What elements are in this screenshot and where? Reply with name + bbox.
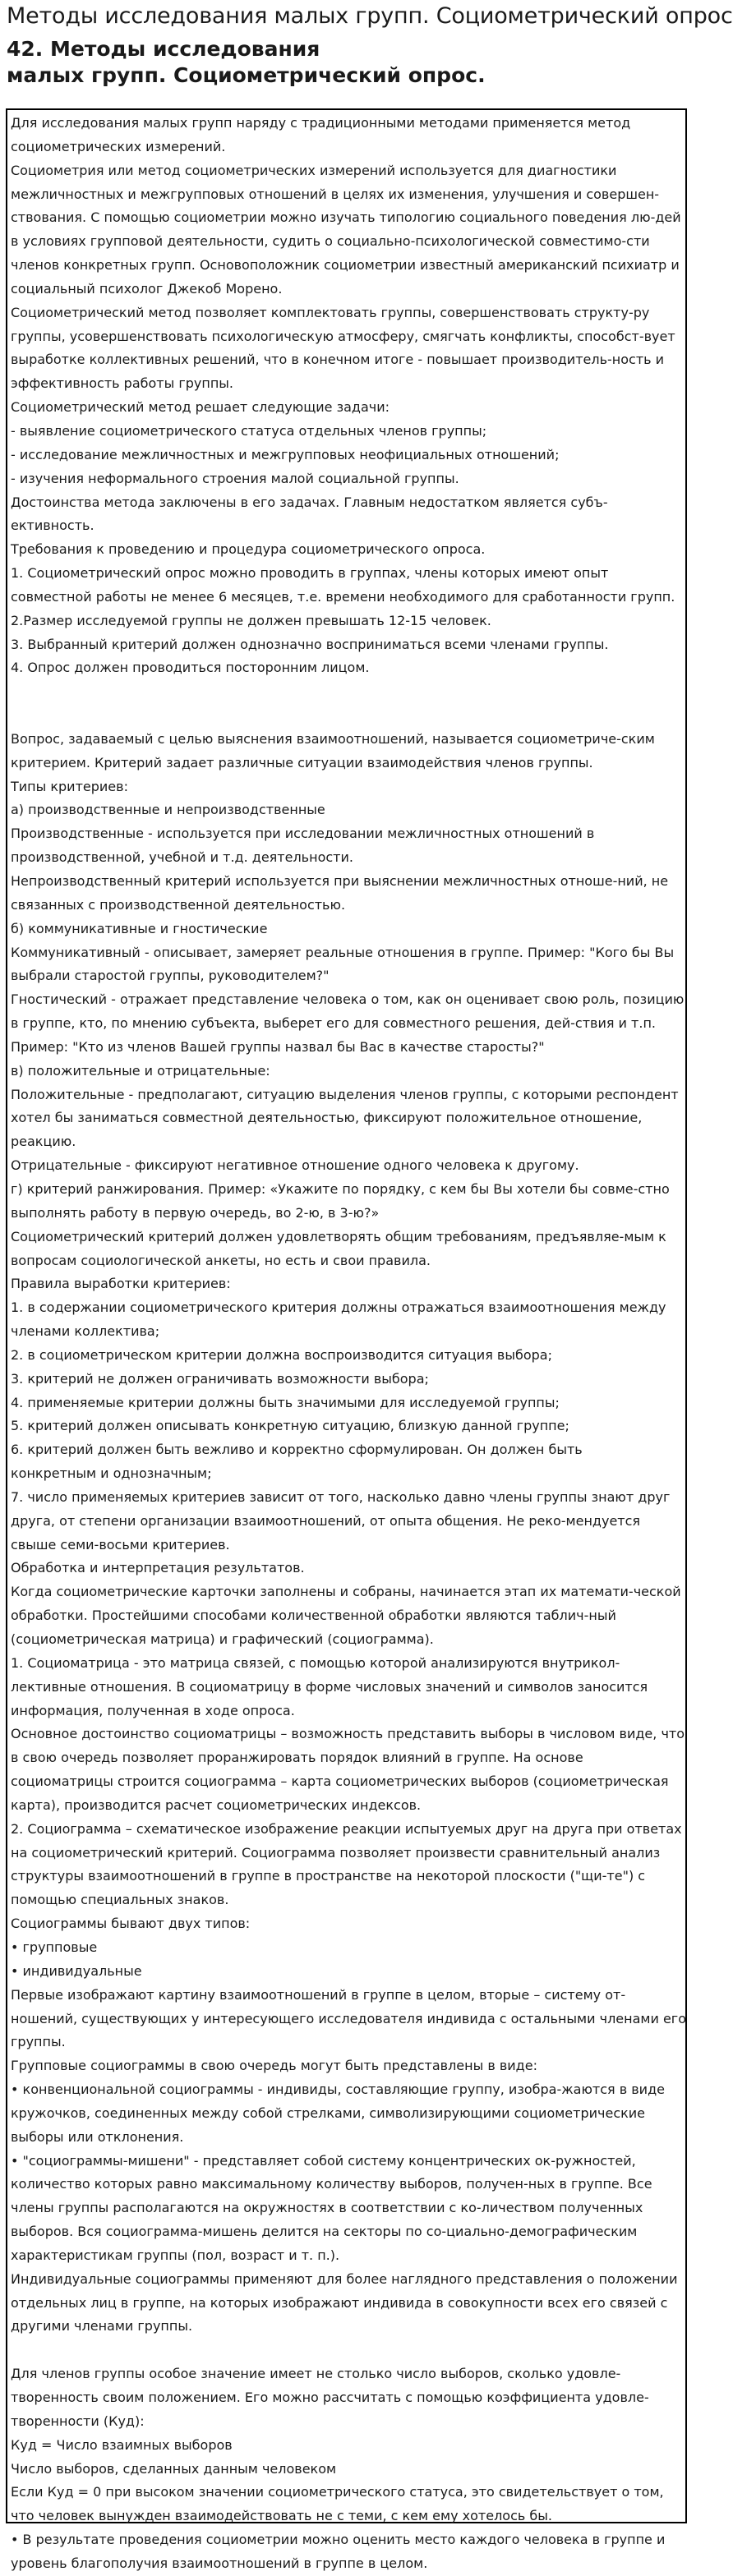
text-line: Пример: "Кто из членов Вашей группы назвал бы Вас в качестве старосты?": [11, 1038, 545, 1055]
text-line: Социометрический метод решает следующие задачи:: [11, 399, 390, 416]
document-title: Методы исследования малых групп. Социометрический опрос: [7, 3, 733, 29]
text-line: количество которых равно максимальному количеству выборов, получен-ных в группе. Все: [11, 2176, 652, 2192]
text-line: - выявление социометрического статуса отдельных членов группы;: [11, 422, 487, 439]
text-line: • "социограммы-мишени" - представляет собой систему концентрических ок-ружностей,: [11, 2152, 636, 2169]
text-line: кружочков, соединенных между собой стрелками, символизирующими социометрические: [11, 2104, 646, 2121]
text-line: информация, полученная в ходе опроса.: [11, 1702, 295, 1718]
text-line: производственной, учебной и т.д. деятельности.: [11, 849, 353, 866]
text-line: в) положительные и отрицательные:: [11, 1062, 270, 1079]
text-line: Достоинства метода заключены в его задачах. Главным недостатком является субъ-: [11, 494, 608, 510]
text-line: совместной работы не менее 6 месяцев, т.е. времени необходимого для сработанности групп.: [11, 588, 675, 605]
content-frame: [6, 108, 687, 2571]
text-line: Индивидуальные социограммы применяют для более наглядного представления о положении: [11, 2270, 678, 2287]
text-line: Производственные - используется при исследовании межличностных отношений в: [11, 826, 595, 842]
text-line: - изучения неформального строения малой социальной группы.: [11, 470, 459, 486]
text-line: хотел бы заниматься совместной деятельностью, фиксируют положительное отношение,: [11, 1110, 643, 1126]
text-line: социальный психолог Джекоб Морено.: [11, 280, 283, 297]
text-line: карта), производится расчет социометрических индексов.: [11, 1796, 422, 1813]
text-line: Правила выработки критериев:: [11, 1276, 231, 1292]
text-line: межличностных и межгрупповых отношений в целях их изменения, улучшения и совершен-: [11, 186, 660, 202]
text-line: Непроизводственный критерий используется при выяснении межличностных отноше-ний, не: [11, 873, 669, 889]
text-line: друга, от степени организации взаимоотношений, от опыта общения. Не реко-мендуется: [11, 1512, 641, 1529]
text-line: Основное достоинство социоматрицы – возможность представить выборы в числовом виде, что: [11, 1726, 685, 1742]
text-line: свыше семи-восьми критериев.: [11, 1536, 230, 1552]
text-line: ективность.: [11, 518, 95, 534]
text-line: характеристикам группы (пол, возраст и т. п.).: [11, 2247, 340, 2263]
text-line: ствования. С помощью социометрии можно изучать типологию социального поведения лю-дей: [11, 209, 681, 226]
text-line: уровень благополучия взаимоотношений в группе в целом.: [11, 2555, 428, 2571]
text-line: на социометрический критерий. Социограмма позволяет произвести сравнительный анализ: [11, 1844, 661, 1861]
text-line: Гностический - отражает представление человека о том, как он оценивает свою роль, позицию: [11, 991, 685, 1008]
section-title: [7, 36, 689, 89]
text-line: конкретным и однозначным;: [11, 1465, 212, 1482]
text-line: членами коллектива;: [11, 1323, 160, 1340]
text-line: в условиях групповой деятельности, судить о социально-психологической совместимо-сти: [11, 233, 650, 250]
text-line: • конвенциональной социограммы - индивиды, составляющие группу, изобра-жаются в виде: [11, 2082, 665, 2098]
text-line: 2. Социограмма – схематическое изображение реакции испытуемых друг на друга при ответах: [11, 1820, 682, 1837]
text-line: творенности (Куд):: [11, 2413, 145, 2429]
text-line: связанных с производственной деятельностью.: [11, 896, 346, 913]
text-line: 4. применяемые критерии должны быть значимыми для исследуемой группы;: [11, 1394, 560, 1410]
text-line: [11, 680, 682, 704]
text-line: Социограммы бывают двух типов:: [11, 1916, 251, 1932]
text-line: 1. Социоматрица - это матрица связей, с помощью которой анализируются внутрикол-: [11, 1654, 620, 1671]
text-line: 2. в социометрическом критерии должна воспроизводится ситуация выбора;: [11, 1346, 552, 1363]
text-line: Типы критериев:: [11, 778, 128, 794]
text-line: социоматрицы строится социограмма – карта социометрических выборов (социометрическая: [11, 1773, 669, 1790]
body-text: [7, 110, 685, 2576]
text-line: помощью специальных знаков.: [11, 1892, 229, 1908]
text-line: 2.Размер исследуемой группы не должен превышать 12-15 человек.: [11, 612, 491, 628]
text-line: Социометрический критерий должен удовлетворять общим требованиям, предъявляе-мым к: [11, 1228, 666, 1244]
text-line: Куд = Число взаимных выборов: [11, 2436, 233, 2453]
text-line: Обработка и интерпретация результатов.: [11, 1560, 305, 1576]
text-line: 1. Социометрический опрос можно проводить в группах, члены которых имеют опыт: [11, 565, 609, 582]
text-line: в группе, кто, по мнению субъекта, выберет его для совместного решения, дей-ствия и т.п.: [11, 1015, 656, 1032]
text-line: Для членов группы особое значение имеет не столько число выборов, сколько удовле-: [11, 2366, 621, 2382]
text-line: структуры взаимоотношений в группе в пространстве на некоторой плоскости ("щи-те") с: [11, 1868, 646, 1884]
text-line: • В результате проведения социометрии можно оценить место каждого человека в группе и: [11, 2532, 666, 2548]
text-line: критерием. Критерий задает различные ситуации взаимодействия членов группы.: [11, 754, 593, 770]
text-line: Вопрос, задаваемый с целью выяснения взаимоотношений, называется социометриче-ским: [11, 730, 655, 747]
text-line: Число выборов, сделанных данным человеком: [11, 2460, 337, 2477]
text-line: Коммуникативный - описывает, замеряет реальные отношения в группе. Пример: "Кого бы Вы: [11, 944, 675, 960]
text-line: г) критерий ранжирования. Пример: «Укажите по порядку, с кем бы Вы хотели бы совме-стно: [11, 1180, 670, 1197]
section-title-line-1: 42. Методы исследования: [7, 37, 320, 61]
text-line: отдельных лиц в группе, на которых изображают индивида в совокупности всех его связей с: [11, 2294, 668, 2311]
text-line: Социометрия или метод социометрических измерений используется для диагностики: [11, 162, 617, 178]
text-line: [11, 704, 682, 728]
text-line: обработки. Простейшими способами количественной обработки являются таблич-ный: [11, 1608, 616, 1624]
text-line: 3. критерий не должен ограничивать возможности выбора;: [11, 1370, 429, 1387]
text-line: Социометрический метод позволяет комплектовать группы, совершенствовать структу-ру: [11, 304, 650, 320]
text-line: эффективность работы группы.: [11, 375, 234, 392]
text-line: 6. критерий должен быть вежливо и корректно сформулирован. Он должен быть: [11, 1442, 583, 1458]
text-line: творенность своим положением. Его можно рассчитать с помощью коэффициента удовле-: [11, 2390, 649, 2405]
text-line: [11, 2339, 682, 2362]
text-line: 1. в содержании социометрического критерия должны отражаться взаимоотношения между: [11, 1300, 666, 1316]
text-line: выборов. Вся социограмма-мишень делится на секторы по со-циально-демографическим: [11, 2224, 638, 2240]
text-line: Отрицательные - фиксируют негативное отношение одного человека к другому.: [11, 1157, 579, 1174]
text-line: • групповые: [11, 1939, 98, 1955]
text-line: - исследование межличностных и межгрупповых неофициальных отношений;: [11, 446, 560, 462]
text-line: 5. критерий должен описывать конкретную ситуацию, близкую данной группе;: [11, 1418, 569, 1434]
text-line: Положительные - предполагают, ситуацию выделения членов группы, с которыми респондент: [11, 1086, 679, 1102]
text-line: лективные отношения. В социоматрицу в форме числовых значений и символов заносится: [11, 1678, 648, 1695]
text-line: социометрических измерений.: [11, 138, 226, 154]
text-line: что человек вынужден взаимодействовать не с теми, с кем ему хотелось бы.: [11, 2508, 552, 2524]
text-line: (социометрическая матрица) и графический (социограмма).: [11, 1631, 434, 1647]
text-line: Когда социометрические карточки заполнены и собраны, начинается этап их математи-ческой: [11, 1584, 681, 1600]
text-line: группы, усовершенствовать психологическую атмосферу, смягчать конфликты, способст-вует: [11, 328, 675, 344]
text-line: выборы или отклонения.: [11, 2128, 184, 2145]
text-line: • индивидуальные: [11, 1962, 142, 1979]
text-line: вопросам социологической анкеты, но есть и свои правила.: [11, 1252, 431, 1268]
text-line: Если Куд = 0 при высоком значении социометрического статуса, это свидетельствует о том,: [11, 2484, 664, 2500]
text-line: 7. число применяемых критериев зависит от того, насколько давно члены группы знают друг: [11, 1488, 671, 1505]
text-line: ношений, существующих у интересующего исследователя индивида с остальными членами его: [11, 2010, 686, 2026]
text-line: Требования к проведению и процедура социометрического опроса.: [11, 541, 486, 558]
text-line: б) коммуникативные и гностические: [11, 920, 268, 936]
text-line: выполнять работу в первую очередь, во 2-ю, в 3-ю?»: [11, 1204, 380, 1221]
text-line: в свою очередь позволяет проранжировать порядок влияний в группе. На основе: [11, 1750, 583, 1766]
text-line: 4. Опрос должен проводиться посторонним лицом.: [11, 660, 370, 676]
text-line: другими членами группы.: [11, 2318, 193, 2334]
text-line: 3. Выбранный критерий должен однозначно восприниматься всеми членами группы.: [11, 636, 609, 652]
text-line: группы.: [11, 2034, 66, 2050]
text-line: реакцию.: [11, 1134, 76, 1150]
text-line: а) производственные и непроизводственные: [11, 802, 325, 818]
text-line: выработке коллективных решений, что в конечном итоге - повышает производитель-ность и: [11, 352, 665, 368]
text-line: Групповые социограммы в свою очередь могут быть представлены в виде:: [11, 2058, 537, 2074]
text-line: Для исследования малых групп наряду с традиционными методами применяется метод: [11, 115, 631, 131]
text-line: члены группы располагаются на окружностях в соответствии с ко-личеством полученных: [11, 2200, 643, 2216]
text-line: членов конкретных групп. Основоположник социометрии известный американский психиатр и: [11, 257, 680, 274]
text-line: выбрали старостой группы, руководителем?": [11, 968, 330, 984]
text-line: Первые изображают картину взаимоотношений в группе в целом, вторые – систему от-: [11, 1986, 626, 2003]
section-title-line-2: малых групп. Социометрический опрос.: [7, 63, 486, 87]
